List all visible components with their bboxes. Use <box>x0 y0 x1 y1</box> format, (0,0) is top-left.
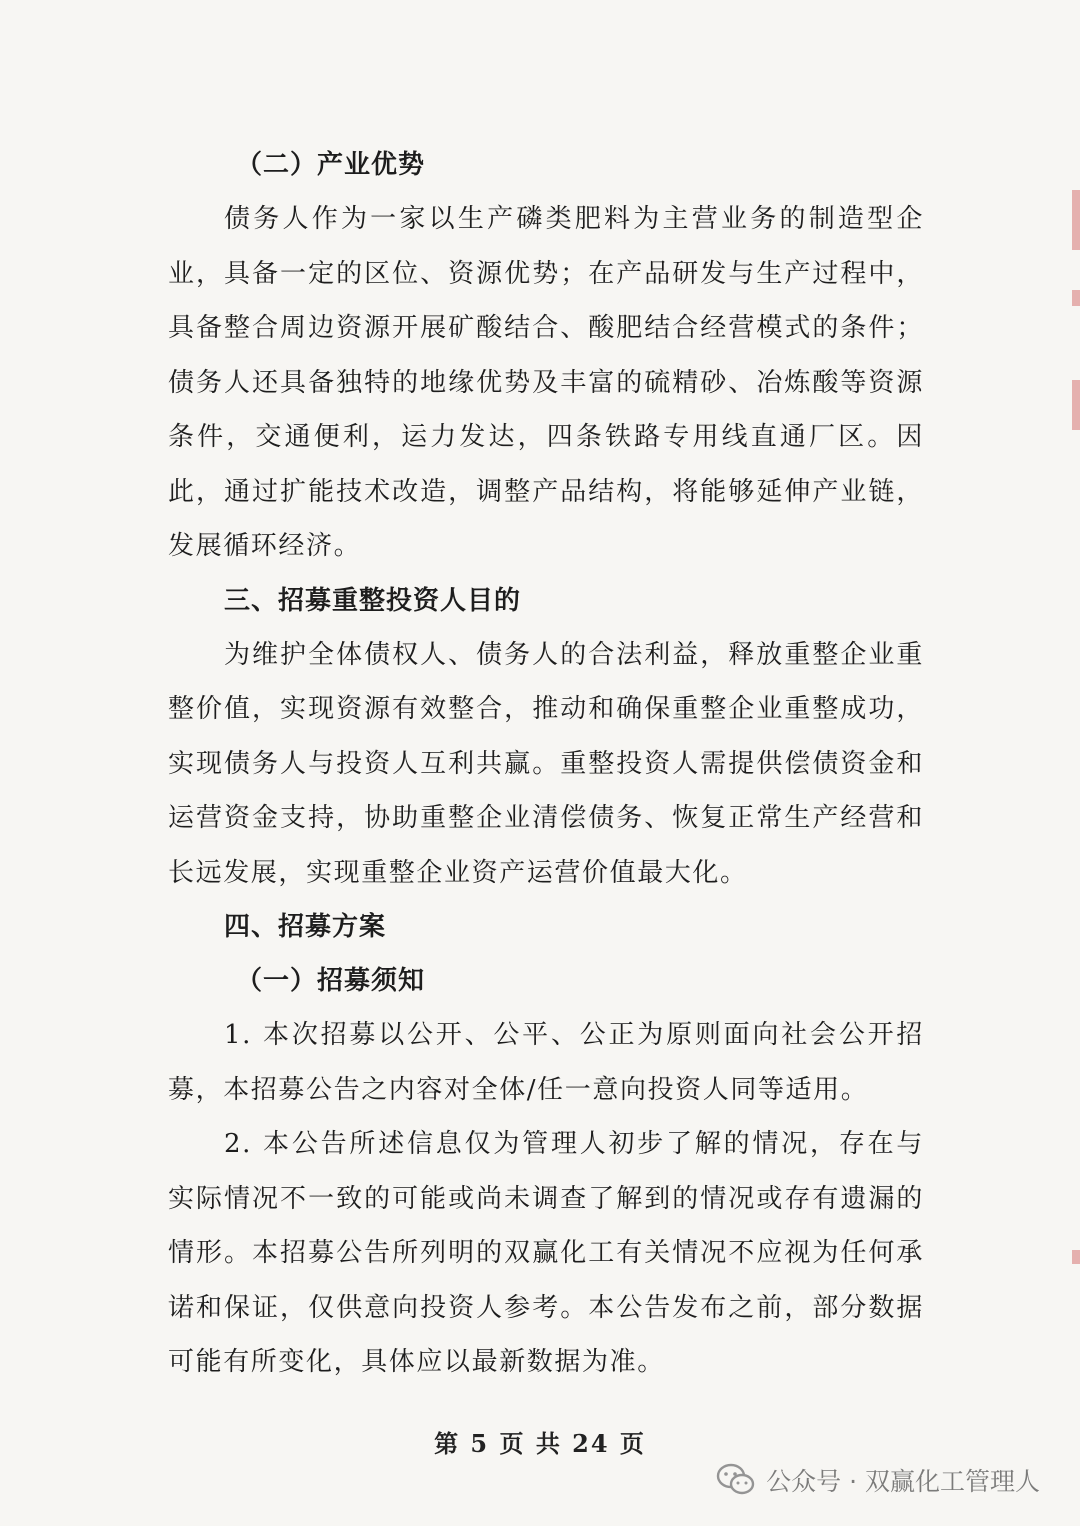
heading-industry-advantage: （二）产业优势 <box>236 150 426 180</box>
paragraph-industry-advantage: 债务人作为一家以生产磷类肥料为主营业务的制造型企业，具备一定的区位、资源优势；在产品研发与生产过程中，具备整合周边资源开展矿酸结合、酸肥结合经营模式的条件；债务人还具备独特的地缘优势及丰富的硫精砂、冶炼酸等资源条件，交通便利，运力发达，四条铁路专用线直通厂区。因此，通过扩能技术改造，调整产品结构，将能够延伸产业链，发展循环经济。 <box>168 204 924 561</box>
paragraph-notice-item-1: 1. 本次招募以公开、公平、公正为原则面向社会公开招募，本招募公告之内容对全体/任一意向投资人同等适用。 <box>168 1020 924 1105</box>
wechat-icon <box>716 1463 756 1497</box>
watermark-text: 公众号 · 双赢化工管理人 <box>766 1467 1040 1496</box>
seal-edge-mark <box>1072 1250 1080 1264</box>
heading-recruitment-notice: （一）招募须知 <box>236 966 426 996</box>
watermark <box>716 1462 1040 1498</box>
page-number: 第 5 页 共 24 页 <box>434 1429 646 1458</box>
document-body <box>168 138 924 1390</box>
paragraph-notice-item-2: 2. 本公告所述信息仅为管理人初步了解的情况，存在与实际情况不一致的可能或尚未调查了解到的情况或存有遗漏的情形。本招募公告所列明的双赢化工有关情况不应视为任何承诺和保证，仅供意向投资人参考。本公告发布之前，部分数据可能有所变化，具体应以最新数据为准。 <box>168 1129 924 1377</box>
seal-edge-mark <box>1072 290 1080 306</box>
heading-recruitment-purpose: 三、招募重整投资人目的 <box>224 585 522 616</box>
paragraph-recruitment-purpose: 为维护全体债权人、债务人的合法利益，释放重整企业重整价值，实现资源有效整合，推动和确保重整企业重整成功，实现债务人与投资人互利共赢。重整投资人需提供偿债资金和运营资金支持，协助重整企业清偿债务、恢复正常生产经营和长远发展，实现重整企业资产运营价值最大化。 <box>168 639 924 888</box>
seal-edge-mark <box>1072 380 1080 430</box>
seal-edge-mark <box>1072 190 1080 250</box>
heading-recruitment-plan: 四、招募方案 <box>224 912 387 942</box>
